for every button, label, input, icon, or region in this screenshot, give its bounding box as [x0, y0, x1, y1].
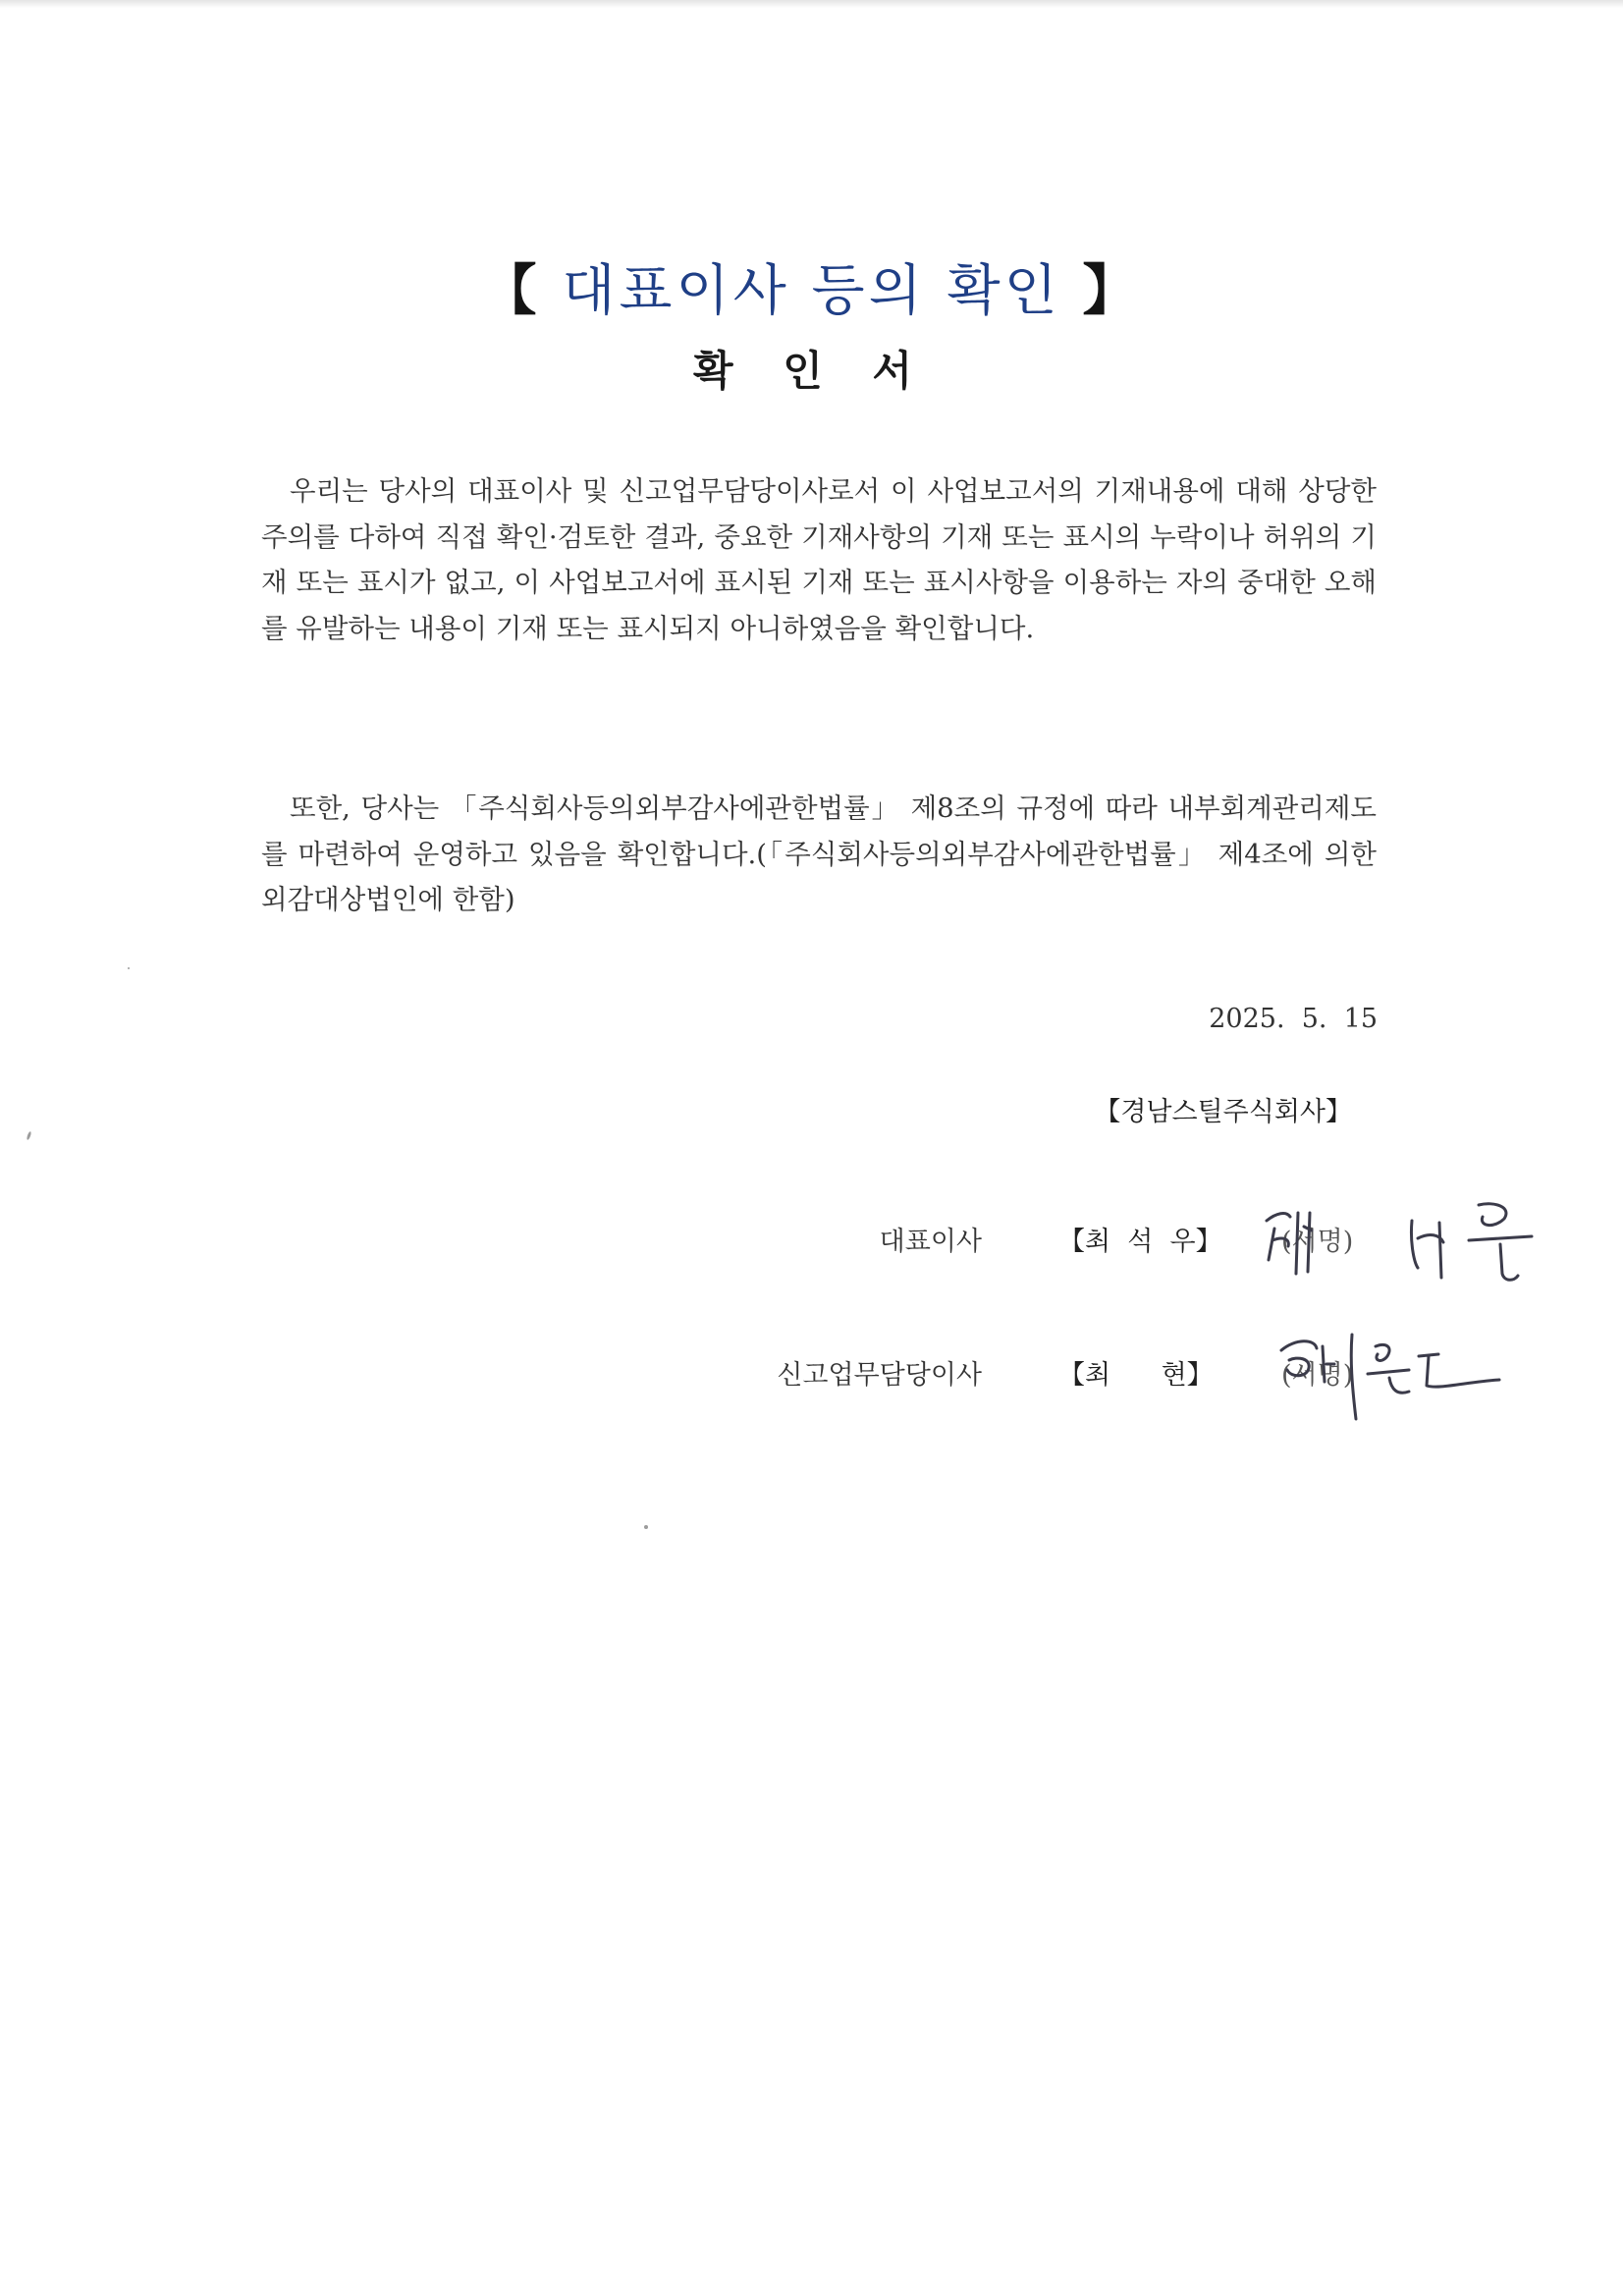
title-bracket-open: 【	[481, 259, 541, 323]
ceo-handwritten-signature	[1247, 1183, 1571, 1301]
company-name: 【경남스틸주식회사】	[1094, 1097, 1352, 1127]
confirmation-paragraph: 우리는 당사의 대표이사 및 신고업무담당이사로서 이 사업보고서의 기재내용에 대해 상당한 주의를 다하여 직접 확인·검토한 결과, 중요한 기재사항의 기재 또는 표시의 누락이나 허위의 기재 또는 표시가 없고, 이 사업보고서에 표시된 기재 또는 표시사항을 이용하는 자의 중대한 오해를 유발하는 내용이 기재 또는 표시되지 아니하였음을 확인합니다.	[261, 475, 1377, 644]
internal-control-paragraph: 또한, 당사는 「주식회사등의외부감사에관한법률」 제8조의 규정에 따라 내부회계관리제도를 마련하여 운영하고 있음을 확인합니다.(「주식회사등의외부감사에관한법률」 제4조에 의한 외감대상법인에 한함)	[261, 793, 1377, 915]
title-text: 대표이사 등의 확인	[562, 259, 1061, 323]
scan-speck	[27, 1131, 32, 1140]
signature-label: (서명)	[1281, 1227, 1354, 1257]
signature-label: (서명)	[1281, 1360, 1354, 1391]
document-date: 2025. 5. 15	[1209, 1004, 1378, 1034]
document-subtitle: 확 인 서	[693, 347, 930, 395]
signer-name: 【최 현】	[1058, 1360, 1214, 1391]
cfo-handwritten-signature	[1271, 1321, 1507, 1429]
scan-speck	[644, 1525, 648, 1529]
document-title	[0, 247, 1623, 326]
signer-title: 신고업무담당이사	[777, 1360, 982, 1391]
scan-edge-shadow	[0, 0, 1623, 8]
title-bracket-close: 】	[1082, 259, 1142, 323]
signer-title: 대표이사	[879, 1227, 982, 1257]
scan-speck	[128, 967, 130, 969]
signer-name: 【최 석 우】	[1058, 1227, 1222, 1257]
